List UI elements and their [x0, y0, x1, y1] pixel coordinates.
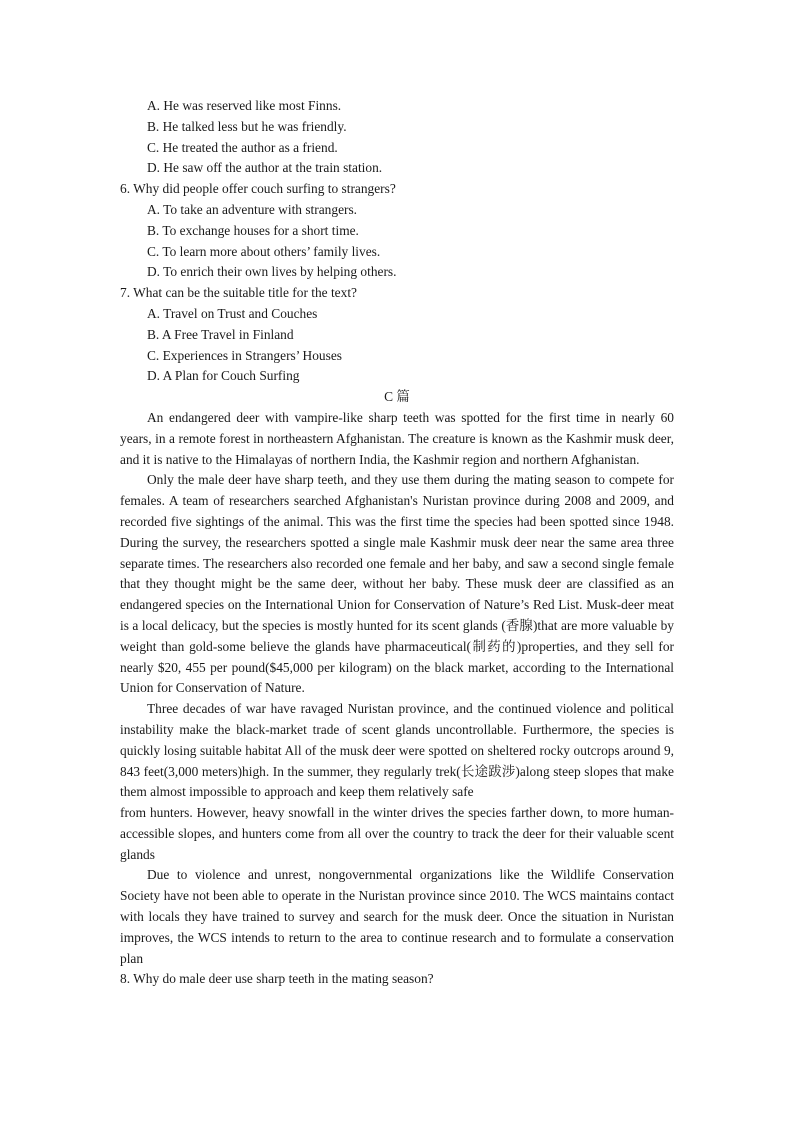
passage-paragraph-3: Three decades of war have ravaged Nuristan province, and the continued violence and political instability make the black-market trade of scent glands uncontrollable. Furthermore, the species is quickly losing suitable habitat All of the musk deer were spotted on sheltered rocky outcrops around 9, 843 feet(3,000 meters)high. In the summer, they regularly trek(长途跋涉)along steep slopes that make them almost impossible to approach and keep them relatively safe	[120, 701, 674, 800]
q6-option-c: C. To learn more about others’ family lives.	[147, 243, 381, 259]
passage-paragraph-4: Due to violence and unrest, nongovernmental organizations like the Wildlife Conservation Society have not been able to operate in the Nuristan province since 2010. The WCS maintains contact with locals they have trained to survey and search for the musk deer. Once the situation in Nuristan improves, the WCS intends to return to the area to continue research and to formulate a conservation plan	[120, 867, 674, 966]
section-heading: C 篇	[384, 389, 410, 405]
q7-option-c: C. Experiences in Strangers’ Houses	[147, 347, 342, 363]
q8-question: 8. Why do male deer use sharp teeth in the mating season?	[120, 971, 434, 987]
document-page	[120, 96, 674, 990]
q7-question: 7. What can be the suitable title for the text?	[120, 285, 357, 301]
passage-paragraph-2: Only the male deer have sharp teeth, and they use them during the mating season to compete for females. A team of researchers searched Afghanistan's Nuristan province during 2008 and 2009, and recorded five sightings of the animal. This was the first time the species had been spotted since 1948. During the survey, the researchers spotted a single male Kashmir musk deer near the same area three separate times. The researchers also recorded one female and her baby, and saw a second single female that they thought might be the same deer, without her baby. These musk deer are classified as an endangered species on the International Union for Conservation of Nature’s Red List. Musk-deer meat is a local delicacy, but the species is mostly hunted for its scent glands (香腺)that are more valuable by weight than gold-some believe the glands have pharmaceutical(制药的)properties, and they sell for nearly $20, 455 per pound($45,000 per kilogram) on the black market, according to the International Union for Conservation of Nature.	[120, 472, 674, 696]
passage-paragraph-1: An endangered deer with vampire-like sharp teeth was spotted for the first time in nearly 60 years, in a remote forest in northeastern Afghanistan. The creature is known as the Kashmir musk deer, and it is native to the Himalayas of northern India, the Kashmir region and northern Afghanistan.	[120, 409, 674, 467]
passage-paragraph-3-continued: from hunters. However, heavy snowfall in the winter drives the species farther down, to more human-accessible slopes, and hunters come from all over the country to track the deer for their valuable scent glands	[120, 805, 674, 862]
q7-option-a: A. Travel on Trust and Couches	[147, 305, 318, 321]
q6-option-d: D. To enrich their own lives by helping others.	[147, 264, 397, 280]
q7-option-d: D. A Plan for Couch Surfing	[147, 368, 300, 384]
q5-option-d: D. He saw off the author at the train station.	[147, 160, 383, 176]
q5-option-c: C. He treated the author as a friend.	[147, 139, 338, 155]
q5-option-a: A. He was reserved like most Finns.	[147, 98, 342, 113]
q5-option-b: B. He talked less but he was friendly.	[147, 118, 347, 134]
q6-option-a: A. To take an adventure with strangers.	[147, 201, 358, 217]
q7-option-b: B. A Free Travel in Finland	[147, 326, 294, 342]
q6-option-b: B. To exchange houses for a short time.	[147, 222, 359, 238]
reading-passage	[120, 408, 674, 970]
q6-question: 6. Why did people offer couch surfing to strangers?	[120, 181, 396, 197]
